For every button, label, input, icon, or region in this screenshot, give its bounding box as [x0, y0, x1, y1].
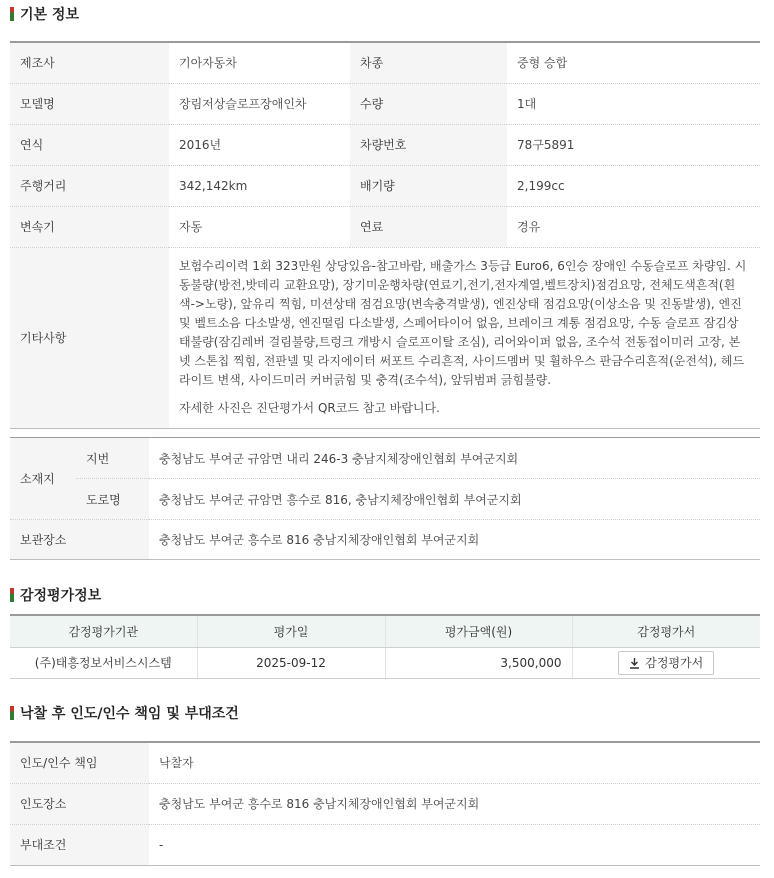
trans-label: 변속기	[10, 206, 169, 247]
location-table	[10, 437, 760, 560]
road-value: 충청남도 부여군 규암면 흥수로 816, 충남지체장애인협회 부여군지회	[149, 479, 760, 520]
section-title-delivery	[10, 703, 239, 723]
resp-value: 낙찰자	[149, 742, 760, 783]
mileage-value: 342,142km	[169, 165, 350, 206]
plate-value: 78구5891	[507, 124, 760, 165]
year-value: 2016년	[169, 124, 350, 165]
cond-value: -	[149, 824, 760, 865]
trans-value: 자동	[169, 206, 350, 247]
header-org: 감정평가기관	[10, 615, 197, 647]
plate-label: 차량번호	[350, 124, 507, 165]
jibun-label: 지번	[76, 438, 149, 479]
cc-label: 배기량	[350, 165, 507, 206]
etc-value	[169, 247, 760, 428]
type-label: 차종	[350, 42, 507, 83]
section-title-text: 감정평가정보	[20, 588, 102, 604]
location-label: 소재지	[10, 438, 76, 520]
storage-value: 충청남도 부여군 흥수로 816 충남지체장애인협회 부여군지회	[149, 520, 760, 560]
appraisal-amount: 3,500,000	[385, 647, 572, 678]
etc-text: 보험수리이력 1회 323만원 상당있음-참고바람, 배출가스 3등급 Euro6, 6인승 장애인 수동슬로프 차량임. 시동불량(방전,밧데리 교환요망), 장기미운행차량(연료기,전기,전자계열,벨트장치)점검요망, 전체도색흔적(흰색->노랑), 앞유리 찍힘, 미션상태 점검요망(변속충격발생), 엔진상태 점검요망(이상소음 및 진동발생), 엔진 및 벨트소음 다소발생, 엔진떨림 다소발생, 스페어타이어 없음, 브레이크 계통 점검요망, 수동 슬로프 잠김상태불량(잠김레버 걸림불량,트렁크 개방시 슬로프이탈 조심), 리어와이퍼 없음, 조수석 전동접이미러 고장, 본넷 스톤칩 찍힘, 전판넬 및 라지에이터 써포트 수리흔적, 사이드멤버 및 휠하우스 판금수리흔적(운전석), 헤드라이트 변색, 사이드미러 커버긁힘 및 충격(조수석), 앞뒤범퍼 긁힘불량.	[179, 259, 747, 387]
header-report: 감정평가서	[572, 615, 760, 647]
table-row	[10, 165, 760, 206]
table-row	[10, 124, 760, 165]
year-label: 연식	[10, 124, 169, 165]
table-header-row	[10, 615, 760, 647]
mileage-label: 주행거리	[10, 165, 169, 206]
place-value: 충청남도 부여군 흥수로 816 충남지체장애인협회 부여군지회	[149, 783, 760, 824]
fuel-value: 경유	[507, 206, 760, 247]
place-label: 인도장소	[10, 783, 149, 824]
table-row	[10, 647, 760, 678]
table-row	[10, 824, 760, 865]
appraisal-report-label: 감정평가서	[645, 656, 704, 670]
section-title-text: 낙찰 후 인도/인수 책임 및 부대조건	[20, 706, 239, 722]
table-row	[10, 520, 760, 560]
appraisal-org: (주)태흥정보서비스시스템	[10, 647, 197, 678]
qty-label: 수량	[350, 83, 507, 124]
model-label: 모델명	[10, 83, 169, 124]
table-row	[10, 783, 760, 824]
appraisal-date: 2025-09-12	[197, 647, 385, 678]
table-row	[10, 42, 760, 83]
jibun-value: 충청남도 부여군 규암면 내리 246-3 충남지체장애인협회 부여군지회	[149, 438, 760, 479]
etc-note: 자세한 사진은 진단평가서 QR코드 참고 바랍니다.	[179, 401, 440, 415]
header-date: 평가일	[197, 615, 385, 647]
header-amount: 평가금액(원)	[385, 615, 572, 647]
cc-value: 2,199cc	[507, 165, 760, 206]
type-value: 중형 승합	[507, 42, 760, 83]
section-marker	[10, 7, 14, 21]
section-marker	[10, 588, 14, 602]
appraisal-table	[10, 614, 760, 679]
road-label: 도로명	[76, 479, 149, 520]
appraisal-report-button[interactable]	[618, 651, 714, 675]
model-value: 장림저상슬로프장애인차	[169, 83, 350, 124]
table-row	[10, 206, 760, 247]
storage-label: 보관장소	[10, 520, 149, 560]
maker-value: 기아자동차	[169, 42, 350, 83]
table-row	[10, 83, 760, 124]
maker-label: 제조사	[10, 42, 169, 83]
etc-label: 기타사항	[10, 247, 169, 428]
cond-label: 부대조건	[10, 824, 149, 865]
section-title-appraisal	[10, 585, 101, 605]
section-title-text: 기본 정보	[20, 7, 79, 23]
download-icon	[629, 657, 640, 669]
table-row	[10, 438, 760, 479]
delivery-table	[10, 741, 760, 866]
section-marker	[10, 706, 14, 720]
resp-label: 인도/인수 책임	[10, 742, 149, 783]
fuel-label: 연료	[350, 206, 507, 247]
table-row	[10, 742, 760, 783]
section-title-basic	[10, 4, 79, 24]
basic-info-table	[10, 41, 760, 429]
table-row	[10, 247, 760, 428]
qty-value: 1대	[507, 83, 760, 124]
table-row	[10, 479, 760, 520]
